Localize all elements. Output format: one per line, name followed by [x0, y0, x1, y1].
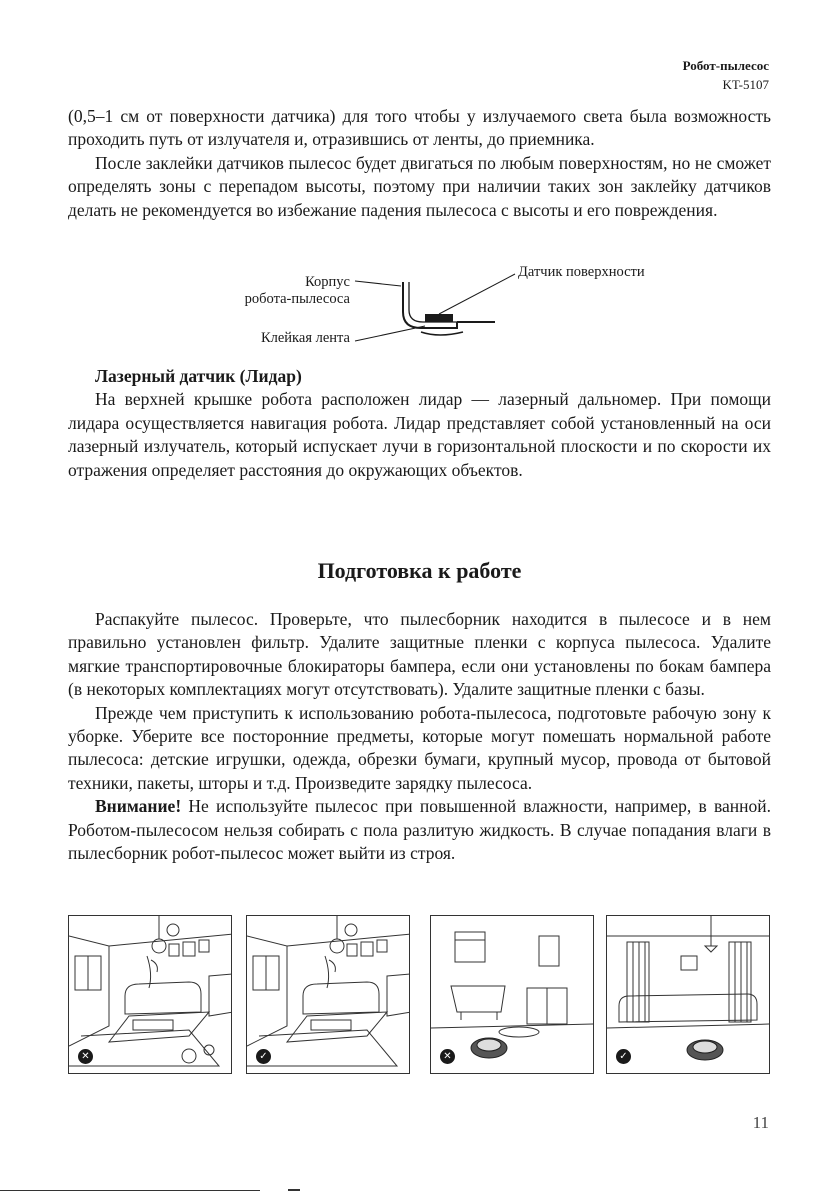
header-model: KT-5107	[722, 77, 769, 92]
lidar-section	[68, 365, 771, 482]
prep-text	[68, 608, 771, 865]
warning-label: Внимание!	[95, 796, 182, 817]
warning-text: Не используйте пылесос при повышенной влажности, например, в ванной. Роботом-пылесосом нельзя собирать с пола разлитую жидкость. В случае попадания влаги в пылесборник робот-пылесос может выйти из строя.	[68, 796, 771, 864]
section-title: Подготовка к работе	[317, 558, 522, 583]
label-body-line2: робота-пылесоса	[244, 291, 350, 307]
incorrect-icon: ✕	[78, 1049, 93, 1064]
incorrect-icon: ✕	[440, 1049, 455, 1064]
prep-warning	[68, 795, 771, 865]
lidar-text: На верхней крышке робота расположен лидар — лазерный дальномер. При помощи лидара осуществляется навигация робота. Лидар представляет собой установленный на оси лазерный излучатель, который испускает лучи в горизонтальной плоскости и по скорости их отражения определяет расстояния до окружающих объектов.	[68, 389, 771, 480]
label-sensor: Датчик поверхности	[518, 264, 645, 280]
intro-paragraph-1: (0,5–1 см от поверхности датчика) для того чтобы у излучаемого света была возможность проходить путь от излучателя и, отразившись от ленты, до приемника.	[68, 106, 771, 150]
illustration-room-with-robot	[606, 915, 770, 1074]
prep-paragraph-2: Прежде чем приступить к использованию робота-пылесоса, подготовьте рабочую зону к уборке. Уберите все посторонние предметы, которые могут помешать нормальной работе пылесоса: детские игрушки, одежда, обрезки бумаги, крупный мусор, провода от бытовой техники, пакеты, шторы и т.д. Произведите зарядку пылесоса.	[68, 702, 771, 793]
header-product: Робот-пылесос	[682, 58, 769, 73]
illustration-cluttered-room	[68, 915, 232, 1074]
lidar-heading: Лазерный датчик (Лидар)	[95, 366, 302, 386]
page-header	[683, 56, 769, 94]
illustration-tidy-room	[246, 915, 410, 1074]
living-room-tidy-drawing	[247, 916, 410, 1074]
living-room-cluttered-drawing	[69, 916, 232, 1074]
bottom-rule	[0, 1190, 260, 1191]
illustrations	[68, 915, 771, 1075]
correct-icon: ✓	[256, 1049, 271, 1064]
sensor-diagram	[225, 262, 675, 354]
intro-text	[68, 105, 771, 222]
label-body	[245, 274, 350, 308]
prep-paragraph-1: Распакуйте пылесос. Проверьте, что пылесборник находится в пылесосе и в нем правильно установлен фильтр. Удалите защитные пленки с корпуса пылесоса. Удалите мягкие транспортировочные блокираторы бампера, если они установлены по бокам бампера (в некоторых комплектациях могут отсутствовать). Удалите защитные пленки с базы.	[68, 609, 771, 700]
illustration-bathroom	[430, 915, 594, 1074]
room-with-robot-drawing	[607, 916, 770, 1074]
intro-paragraph-2: После заклейки датчиков пылесос будет двигаться по любым поверхностям, но не сможет определять зоны с перепадом высоты, поэтому при наличии таких зон заклейку датчиков делать не рекомендуется во избежание падения пылесоса с высоты и его повреждения.	[68, 152, 771, 220]
page-number: 11	[752, 1113, 769, 1132]
bathroom-drawing	[431, 916, 594, 1074]
label-tape: Клейкая лента	[260, 330, 350, 346]
bottom-dash	[288, 1189, 300, 1191]
label-body-line1: Корпус	[305, 274, 350, 290]
correct-icon: ✓	[616, 1049, 631, 1064]
